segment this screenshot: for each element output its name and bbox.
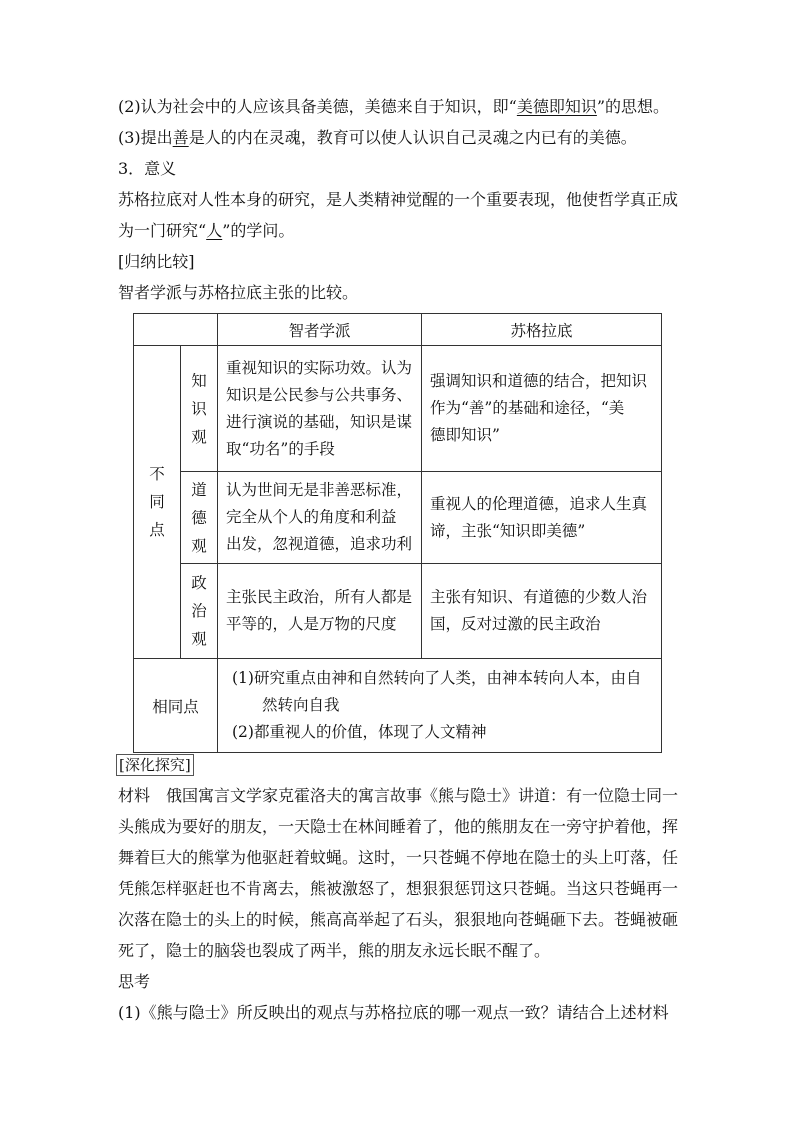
item-3-underlined: 善 xyxy=(172,128,189,147)
cell-line: 完全从个人的角度和利益 xyxy=(226,508,397,526)
table-row-knowledge xyxy=(134,346,662,472)
aspect-morality xyxy=(181,472,218,564)
item-2 xyxy=(118,96,688,118)
material-line: 舞着巨大的熊掌为他驱赶着蚊蝇。这时，一只苍蝇不停地在隐士的头上叮落，任 xyxy=(118,848,679,867)
table-header-row xyxy=(134,314,662,346)
heading-meaning: 3．意义 xyxy=(118,159,177,178)
cell-line: 认为世间无是非善恶标准， xyxy=(226,481,413,499)
meaning-line-2 xyxy=(118,220,688,242)
same-item: 然转向自我 xyxy=(262,696,340,714)
header-sophist: 智者学派 xyxy=(218,314,422,346)
diff-label-char: 点 xyxy=(149,521,165,539)
aspect-char: 识 xyxy=(191,399,207,418)
cell-line: 重视知识的实际功效。认为 xyxy=(226,358,413,377)
aspect-char: 知 xyxy=(191,371,207,390)
item-3-text: (3)提出 xyxy=(118,128,173,147)
header-socrates: 苏格拉底 xyxy=(422,314,662,346)
same-item: (2)都重视人的价值，体现了人文精神 xyxy=(232,723,487,741)
section-label-compare: [归纳比较] xyxy=(118,252,195,271)
material-line: 次落在隐士的头上的时候，熊高高举起了石头，狠狠地向苍蝇砸下去。苍蝇被砸 xyxy=(118,910,679,929)
question-1: (1)《熊与隐士》所反映出的观点与苏格拉底的哪一观点一致？请结合上述材料 xyxy=(118,1003,669,1022)
material-line: 死了，隐士的脑袋也裂成了两半，熊的朋友永远长眠不醒了。 xyxy=(118,941,551,960)
cell-line: 出发，忽视道德，追求功利 xyxy=(226,535,413,553)
socrates-politics-cell xyxy=(422,564,662,659)
same-label: 相同点 xyxy=(134,659,218,753)
item-3 xyxy=(118,127,688,149)
socrates-morality-cell xyxy=(422,472,662,564)
section-label-explore: [深化探究] xyxy=(116,754,194,776)
think-label: 思考 xyxy=(118,972,151,991)
meaning-line-1: 苏格拉底对人性本身的研究，是人类精神觉醒的一个重要表现，他使哲学真正成 xyxy=(118,190,679,209)
sophist-politics-cell xyxy=(218,564,422,659)
comparison-table xyxy=(133,313,662,753)
aspect-char: 观 xyxy=(191,630,207,648)
aspect-char: 治 xyxy=(191,602,207,620)
meaning-line-2-text: 为一门研究“ xyxy=(118,221,207,240)
table-corner-cell xyxy=(134,314,218,346)
aspect-char: 道 xyxy=(191,480,207,499)
cell-line: 知识是公民参与公共事务、 xyxy=(226,385,413,404)
material-line: 凭熊怎样驱赶也不肯离去，熊被激怒了，想狠狠惩罚这只苍蝇。当这只苍蝇再一 xyxy=(118,879,679,898)
item-2-tail: ”的思想。 xyxy=(596,97,670,116)
cell-line: 谛，主张“知识即美德” xyxy=(430,521,586,540)
same-item: (1)研究重点由神和自然转向了人类，由神本转向人本，由自 xyxy=(232,669,642,687)
aspect-char: 观 xyxy=(191,536,207,555)
cell-line: 重视人的伦理道德，追求人生真 xyxy=(430,494,648,513)
aspect-politics xyxy=(181,564,218,659)
diff-label xyxy=(134,346,181,659)
cell-line: 强调知识和道德的结合，把知识 xyxy=(430,372,648,390)
socrates-knowledge-cell xyxy=(422,346,662,472)
item-3-tail: 是人的内在灵魂，教育可以使人认识自己灵魂之内已有的美德。 xyxy=(188,128,637,147)
meaning-line-2-tail: ”的学问。 xyxy=(222,221,295,240)
diff-label-char: 不 xyxy=(149,465,165,483)
cell-line: 德即知识” xyxy=(430,426,500,444)
sophist-morality-cell xyxy=(218,472,422,564)
compare-caption: 智者学派与苏格拉底主张的比较。 xyxy=(118,283,359,302)
cell-line: 主张有知识、有道德的少数人治 xyxy=(430,588,648,606)
material-line: 头熊成为要好的朋友，一天隐士在林间睡着了，他的熊朋友在一旁守护着他，挥 xyxy=(118,817,679,836)
cell-line: 国，反对过激的民主政治 xyxy=(430,615,601,633)
aspect-char: 德 xyxy=(191,508,207,527)
material-line: 材料 俄国寓言文学家克霍洛夫的寓言故事《熊与隐士》讲道：有一位隐士同一 xyxy=(118,786,679,805)
item-2-underlined: 美德即知识 xyxy=(516,97,597,116)
item-2-text: (2)认为社会中的人应该具备美德，美德来自于知识，即“ xyxy=(118,97,517,116)
cell-line: 取“功名”的手段 xyxy=(226,439,335,458)
meaning-line-2-underlined: 人 xyxy=(206,221,223,240)
aspect-knowledge xyxy=(181,346,218,472)
cell-line: 主张民主政治，所有人都是 xyxy=(226,588,413,606)
aspect-char: 观 xyxy=(191,427,207,446)
aspect-char: 政 xyxy=(191,574,207,592)
cell-line: 进行演说的基础，知识是谋 xyxy=(226,412,413,431)
table-row-politics xyxy=(134,564,662,659)
table-row-morality xyxy=(134,472,662,564)
cell-line: 作为“善”的基础和途径，“美 xyxy=(430,399,625,417)
cell-line: 平等的，人是万物的尺度 xyxy=(226,615,397,633)
table-row-similarities xyxy=(134,659,662,753)
sophist-knowledge-cell xyxy=(218,346,422,472)
diff-label-char: 同 xyxy=(149,493,165,511)
same-content-cell xyxy=(218,659,662,753)
